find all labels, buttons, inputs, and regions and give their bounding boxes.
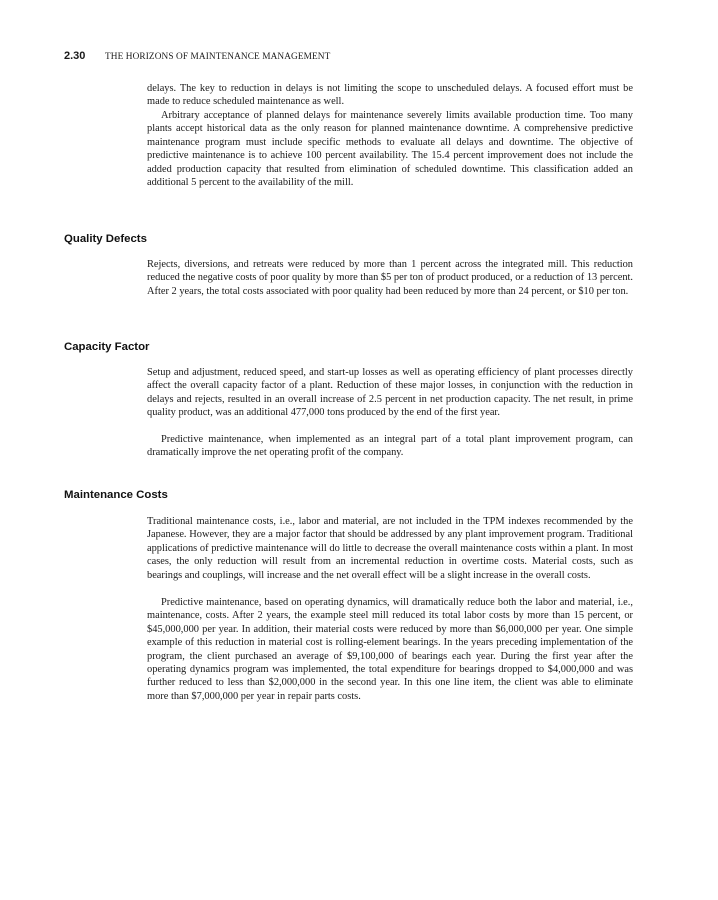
page-number: 2.30 bbox=[64, 50, 86, 62]
intro-paragraph-2: Arbitrary acceptance of planned delays for maintenance severely limits available production time. Too many plants accept historical data as the only reason for planned maintenance downtime. A comprehensive predictive maintenance program must include specific methods to evaluate all delays and downtime. The objective of predictive maintenance is to achieve 100 percent availability. The 15.4 percent improvement does not include the added production capacity that resulted from elimination of scheduled downtime. This classification added an additional 5 percent to the availability of the mill. bbox=[147, 110, 633, 189]
maintenance-costs-paragraph-2: Predictive maintenance, based on operating dynamics, will dramatically reduce both the labor and material, i.e., maintenance, costs. After 2 years, the example steel mill reduced its total labor costs by more than 15 percent, or $45,000,000 per year. In addition, their material costs were reduced by more than $6,000,000 per year. One simple example of this reduction in material cost is rolling-element bearings. In the years preceding implementation of the program, the client purchased an average of $9,100,000 of bearings each year. During the first year after the operating dynamics program was implemented, the total expenditure for bearings dropped to $4,000,000 and was further reduced to less than $2,000,000 in the second year. In this one line item, the client was able to eliminate more than $7,000,000 per year in repair parts costs. bbox=[147, 597, 633, 702]
maintenance-costs-paragraph-1: Traditional maintenance costs, i.e., labor and material, are not included in the TPM indexes recommended by the Japanese. However, they are a major factor that should be addressed by any plant improvement program. Traditional applications of predictive maintenance will do little to decrease the overall maintenance costs within a plant. In most cases, the only reduction will result from an incremental reduction in overtime costs. Material costs, such as bearings and couplings, will increase and the net overall effect will be a slight increase in the overall costs. bbox=[147, 516, 633, 581]
page-header bbox=[64, 50, 330, 70]
heading-capacity-factor: Capacity Factor bbox=[64, 341, 150, 353]
heading-maintenance-costs: Maintenance Costs bbox=[64, 489, 168, 501]
quality-defects-paragraph: Rejects, diversions, and retreats were reduced by more than 1 percent across the integrated mill. This reduction reduced the negative costs of poor quality by more than $5 per ton of product produced, or a reduction of 13 percent. After 2 years, the total costs associated with poor quality had been reduced by more than 24 percent, or $10 per ton. bbox=[147, 259, 633, 297]
capacity-factor-paragraph-2: Predictive maintenance, when implemented as an integral part of a total plant improvement program, can dramatically improve the net operating profit of the company. bbox=[147, 434, 633, 459]
heading-quality-defects: Quality Defects bbox=[64, 233, 147, 245]
running-title: THE HORIZONS OF MAINTENANCE MANAGEMENT bbox=[105, 52, 331, 62]
intro-paragraph-1: delays. The key to reduction in delays is not limiting the scope to unscheduled delays. A focused effort must be made to reduce scheduled maintenance as well. bbox=[147, 83, 633, 108]
capacity-factor-paragraph-1: Setup and adjustment, reduced speed, and start-up losses as well as operating efficiency of plant processes directly affect the overall capacity factor of a plant. Reduction of these major losses, in conjunction with the reduction in delays and rejects, resulted in an overall increase of 2.5 percent in net production capacity. The net result, in prime quality product, was an additional 477,000 tons produced by the end of the first year. bbox=[147, 367, 633, 419]
